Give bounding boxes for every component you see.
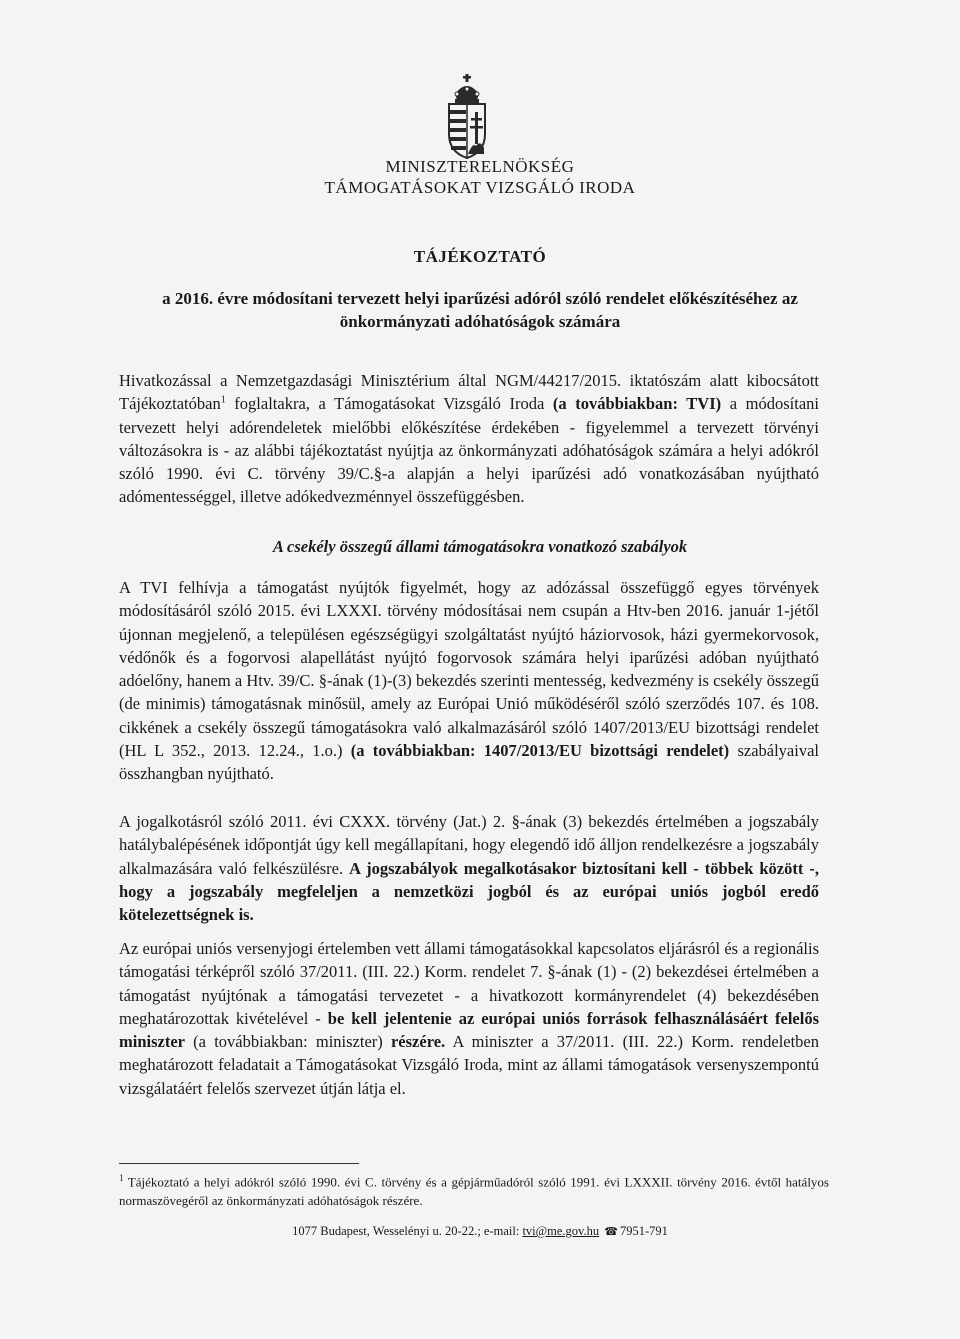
paragraph-de-minimis (119, 576, 819, 786)
paragraph-text: a módosítani tervezett helyi adórendeletek mielőbbi előkészítése érdekében - figyelemmel a tervezett törvényi változásokra is - az alábbi tájékoztatást nyújtja az önkormányzati adóhatóságok számára a helyi adókról szóló 1990. évi C. törvény 39/C.§-a alapján a helyi iparűzési adó vonatkozásában nyújtható adómentességgel, illetve adókedvezménnyel összefüggésben. (119, 394, 819, 507)
paragraph-state-aid (119, 937, 819, 1100)
section-heading: A csekély összegű állami támogatásokra vonatkozó szabályok (272, 537, 688, 556)
footnote-text: Tájékoztató a helyi adókról szóló 1990. évi C. törvény és a gépjárműadóról szóló 1991. évi LXXXII. törvény 2016. évtől hatályos normaszövegéről az önkormányzati adóhatóságok részére. (119, 1174, 829, 1209)
office-name: TÁMOGATÁSOKAT VIZSGÁLÓ IRODA (324, 178, 636, 197)
paragraph-text: (a továbbiakban: miniszter) (184, 1032, 391, 1052)
document-title: TÁJÉKOZTATÓ (413, 247, 547, 266)
paragraph-text: foglaltakra, a Támogatásokat Vizsgáló Iroda (225, 394, 553, 414)
footer-phone: 7951-791 (619, 1224, 668, 1238)
document-subtitle (115, 287, 845, 333)
paragraph-bold-text: részére. (390, 1032, 446, 1052)
subtitle-line-1: a 2016. évre módosítani tervezett helyi iparűzési adóról szóló rendelet előkészítéséhez az (162, 289, 798, 308)
telephone-icon: ☎ (604, 1226, 618, 1238)
paragraph-reference (119, 369, 819, 509)
paragraph-legislation (119, 810, 819, 926)
page-footer (0, 1224, 960, 1239)
paragraph-bold-text: (a továbbiakban: TVI) (552, 394, 722, 414)
paragraph-text: A miniszter a 37/2011. (III. 22.) Korm. rendeletben meghatározott feladatait a Támogatásokat Vizsgáló Iroda, mint az állami támogatások versenyszempontú vizsgálatáért felelős szervezet útján látja el. (119, 1032, 820, 1098)
paragraph-bold-text: (a továbbiakban: 1407/2013/EU bizottsági rendelet) (350, 741, 730, 761)
footer-address: 1077 Budapest, Wesselényi u. 20-22.; e-mail: (292, 1224, 523, 1238)
footnote (119, 1169, 829, 1210)
footnote-marker: 1 (220, 394, 226, 406)
coat-of-arms-icon (443, 72, 491, 160)
footnote-number: 1 (119, 1173, 124, 1183)
ministry-name: MINISZTERELNÖKSÉG (385, 157, 575, 176)
paragraph-text: A TVI felhívja a támogatást nyújtók figyelmét, hogy az adózással összefüggő egyes törvények módosításáról szóló 2015. évi LXXXI. törvény módosításai nem csupán a Htv-ben 2016. január 1-jétől újonnan megjelenő, a településen egészségügyi szolgáltatást nyújtó háziorvosok, házi gyermekorvosok, védőnők és a fogorvosi alapellátást nyújtó fogorvosok számára helyi iparűzési adóban nyújtható adóelőny, hanem a Htv. 39/C. §-ának (1)-(3) bekezdés szerinti mentesség, kedvezmény is csekély összegű (de minimis) támogatásnak minősül, amely az Európai Unió működéséről szóló szerződés 107. és 108. cikkének a csekély összegű támogatásokra való alkalmazásáról szóló 1407/2013/EU bizottsági rendelet (HL L 352., 2013. 12.24., 1.o.) (119, 578, 819, 761)
footer-email-link[interactable]: tvi@me.gov.hu (522, 1224, 600, 1238)
paragraph-text: Hivatkozással a Nemzetgazdasági Minisztérium által NGM/44217/2015. iktatószám alatt kibocsátott Tájékoztatóban (119, 371, 819, 414)
paragraph-bold-text: be kell jelentenie az európai uniós források felhasználásáért felelős miniszter (119, 1008, 820, 1052)
footnote-divider (119, 1163, 359, 1164)
paragraph-text: A jogalkotásról szóló 2011. évi CXXX. törvény (Jat.) 2. §-ának (3) bekezdés értelmében a jogszabály hatálybalépésének időpontját úgy kell megállapítani, hogy elegendő idő álljon rendelkezésre a jogszabály alkalmazására való felkészülésre. (119, 812, 819, 878)
subtitle-line-2: önkormányzati adóhatóságok számára (339, 312, 621, 331)
paragraph-bold-text: A jogszabályok megalkotásakor biztosítani kell - többek között -, hogy a jogszabály megfeleljen a nemzetközi jogból és az európai uniós jogból eredő kötelezettségnek is. (119, 858, 819, 925)
paragraph-text: Az európai uniós versenyjogi értelemben vett állami támogatásokkal kapcsolatos eljárásról és a regionális támogatási térképről szóló 37/2011. (III. 22.) Korm. rendelet 7. §-ának (1) - (2) bekezdései értelmében a támogatást nyújtónak a támogatási tervezetet - a hivatkozott kormányrendelet (4) bekezdésében meghatározottak kivételével - (119, 939, 819, 1028)
paragraph-text: szabályaival összhangban nyújtható. (119, 741, 819, 784)
